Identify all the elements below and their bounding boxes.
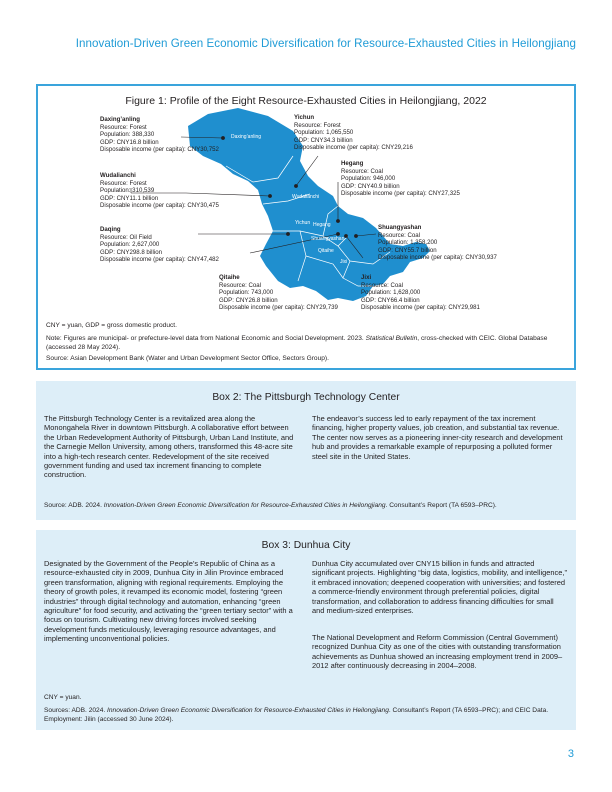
- city-population: Population: 1,065,550: [294, 129, 354, 137]
- city-gdp: GDP: CNY55.7 billion: [378, 246, 437, 254]
- city-income: Disposable income (per capita): CNY47,482: [100, 256, 219, 264]
- city-income: Disposable income (per capita): CNY29,739: [219, 304, 338, 312]
- callout-qitaihe: [219, 274, 338, 312]
- box-3: [36, 530, 576, 730]
- figure-note: Note: Figures are municipal- or prefecture-level data from National Economic and Social Development. 2023. Statistical Bulletin, cross-checked with CEIC. Global Database (accessed 28 May 2024).: [46, 335, 548, 351]
- box-2-title: Box 2: The Pittsburgh Technology Center: [212, 392, 400, 403]
- map-label-wudalianchi: Wudalianchi: [292, 194, 320, 200]
- map-label-daxinganling: Daxing’anling: [231, 134, 262, 140]
- box-3-title: Box 3: Dunhua City: [261, 540, 351, 551]
- city-gdp: GDP: CNY298.8 billion: [100, 248, 162, 256]
- city-income: Disposable income (per capita): CNY30,937: [378, 254, 497, 262]
- city-name: Qitaihe: [219, 274, 240, 281]
- figure-1: [36, 84, 576, 370]
- city-population: Population: 743,000: [219, 289, 274, 297]
- city-population: Population: 946,000: [341, 175, 396, 183]
- city-resource: Resource: Coal: [219, 281, 261, 289]
- city-name: Hegang: [341, 160, 364, 167]
- city-gdp: GDP: CNY16.8 billion: [100, 138, 159, 146]
- box-3-note: CNY = yuan.: [44, 694, 82, 701]
- city-resource: Resource: Forest: [294, 121, 341, 129]
- city-income: Disposable income (per capita): CNY30,752: [100, 146, 219, 154]
- callout-yichun: [294, 114, 413, 152]
- box-3-right-text-p2: The National Development and Reform Commission (Central Government) recognized Dunhua City as one of the cities with outstanding transformation achievements as Dunhua showed an increasing employment trend in 2009–2012 after continuously decreasing in 2004–2008.: [312, 633, 563, 671]
- city-population: Population: 1,358,200: [378, 239, 438, 247]
- map-label-shuangyashan: Shuangyashan: [311, 236, 345, 242]
- map-label-hegang: Hegang: [313, 222, 331, 228]
- city-resource: Resource: Coal: [378, 231, 420, 239]
- map-label-jixi: Jixi: [340, 259, 348, 265]
- box-2-right-text: The endeavor’s success led to early repayment of the tax increment financing, higher property values, job creation, and substantial tax revenue. The center now serves as a pioneering inner-city research and development hub and provides a remarkable example of repurposing a polluted former steel site in the United States.: [312, 414, 563, 461]
- city-population: Population: 2,627,000: [100, 241, 160, 249]
- city-income: Disposable income (per capita): CNY27,325: [341, 190, 460, 198]
- running-header: Innovation-Driven Green Economic Diversification for Resource-Exhausted Cities in Heilongjiang: [75, 37, 576, 50]
- city-income: Disposable income (per capita): CNY29,216: [294, 144, 413, 152]
- city-name: Wudalianchi: [100, 172, 136, 179]
- city-population: Population: 310,539: [100, 187, 155, 195]
- map-label-qitaihe: Qitaihe: [318, 248, 334, 254]
- map-label-yichun: Yichun: [295, 220, 311, 226]
- box-2-source: Source: ADB. 2024. Innovation-Driven Green Economic Diversification for Resource-Exhausted Cities in Heilongjiang. Consultant’s Report (TA 6593–PRC).: [44, 502, 497, 509]
- callout-hegang: [341, 160, 460, 198]
- box-3-right-text-p1: Dunhua City accumulated over CNY15 billion in funds and attracted significant projects. Highlighting “big data, logistics, mobility, and intelligence,” it embraced innovation; deepened cooperation with universities; and fostered a commerce-friendly environment through preferential policies, digital transformation, and collaboration to address financing difficulties for small and medium-sized enterprises.: [312, 559, 567, 616]
- map-label-daqing: Daqing: [245, 243, 261, 249]
- city-population: Population: 388,330: [100, 131, 155, 139]
- city-income: Disposable income (per capita): CNY29,981: [361, 304, 480, 312]
- box-3-sources: Sources: ADB. 2024. Innovation-Driven Green Economic Diversification for Resource-Exhausted Cities in Heilongjiang. Consultant’s Report (TA 6593–PRC); and CEIC Data. Employment: Jilin (accessed 30 June 2024).: [44, 707, 549, 723]
- city-resource: Resource: Forest: [100, 123, 147, 131]
- box-2-left-text: The Pittsburgh Technology Center is a revitalized area along the Monongahela River in downtown Pittsburgh. A collaborative effort between the Urban Redevelopment Authority of Pittsburgh, Urban Land Institute, and the Carnegie Mellon University, among others, transformed this 48-acre site into a high-tech research center. Redevelopment of the site received government funding and used tax increment financing to complete construction.: [44, 414, 294, 480]
- figure-title: Figure 1: Profile of the Eight Resource-Exhausted Cities in Heilongjiang, 2022: [125, 95, 487, 107]
- city-resource: Resource: Oil Field: [100, 233, 152, 241]
- box-2: [36, 381, 576, 520]
- callout-daqing: [100, 226, 219, 264]
- city-name: Shuangyashan: [378, 224, 422, 231]
- city-resource: Resource: Coal: [361, 281, 403, 289]
- callout-shuangyashan: [378, 224, 497, 262]
- city-gdp: GDP: CNY34.3 billion: [294, 136, 353, 144]
- callout-jixi: [361, 274, 480, 312]
- city-name: Daxing’anling: [100, 116, 140, 123]
- callout-wudalianchi: [100, 172, 219, 210]
- city-resource: Resource: Forest: [100, 179, 147, 187]
- city-name: Jixi: [361, 274, 372, 281]
- city-gdp: GDP: CNY40.9 billion: [341, 182, 400, 190]
- city-name: Yichun: [294, 114, 315, 121]
- figure-source: Source: Asian Development Bank (Water and Urban Development Sector Office, Sectors Group).: [46, 355, 329, 362]
- callout-daxinganling: [100, 116, 219, 154]
- city-gdp: GDP: CNY11.1 billion: [100, 194, 159, 202]
- city-name: Daqing: [100, 226, 121, 233]
- city-resource: Resource: Coal: [341, 167, 383, 175]
- box-3-left-text: Designated by the Government of the People’s Republic of China as a resource-exhausted city in 2009, Dunhua City in Jilin Province embraced green transformation, aligning with regional requirements. Employing the theory of growth poles, it revamped its economic model, fostering “green industries” through digital technology and automation, enhancing “green agriculture” for food security, and activating the “green tertiary sector” with a focus on tourism. Cultivating new driving forces involved seeking development funds meticulously, leveraging resource advantages, and implementing unconventional policies.: [44, 559, 293, 644]
- figure-abbrev-note: CNY = yuan, GDP = gross domestic product.: [46, 322, 177, 329]
- page-number: 3: [567, 748, 574, 760]
- city-gdp: GDP: CNY26.8 billion: [219, 296, 278, 304]
- city-gdp: GDP: CNY66.4 billion: [361, 296, 420, 304]
- city-income: Disposable income (per capita): CNY30,475: [100, 202, 219, 210]
- city-population: Population: 1,628,000: [361, 289, 421, 297]
